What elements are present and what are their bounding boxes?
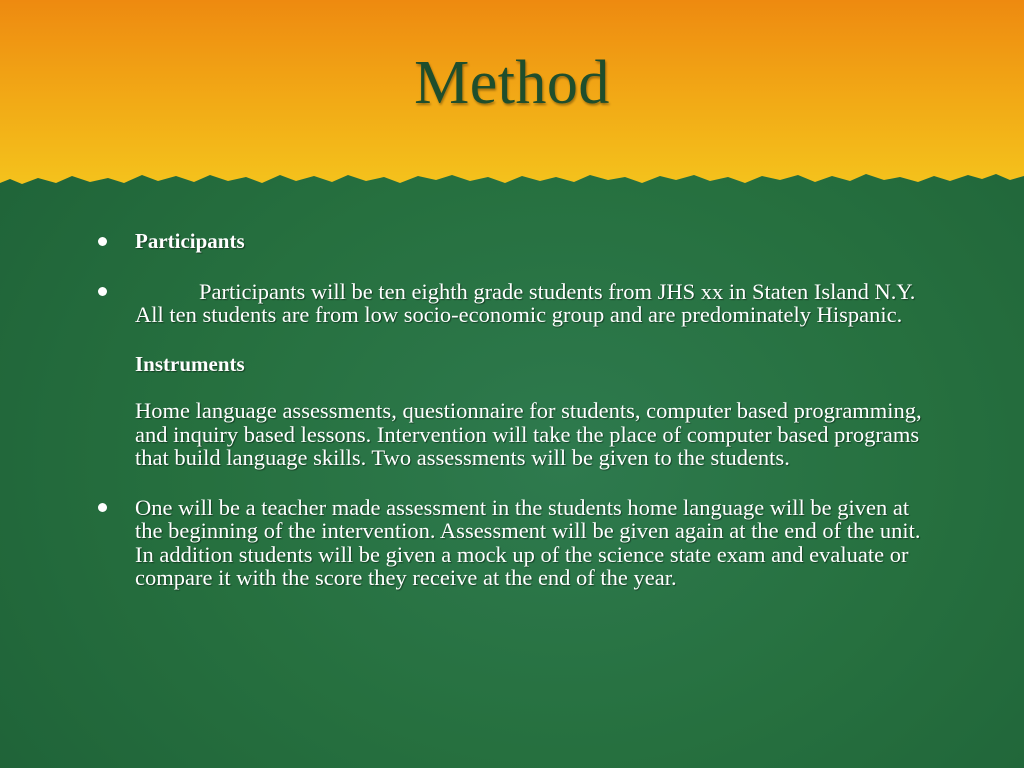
- instruments-text: Home language assessments, questionnaire for students, computer based programming, and inquiry based lessons. Intervention will take the place of computer based programs that build language skills. Two assessments will be given to the students.: [135, 398, 922, 470]
- bullet-item-assessment: [96, 496, 936, 590]
- instruments-heading: Instruments: [135, 351, 245, 376]
- bullet-dot-icon: [98, 287, 107, 296]
- bullet-item-participants: [96, 280, 936, 470]
- participants-paragraph: [135, 280, 936, 327]
- slide-body: [96, 230, 936, 590]
- bullet-dot-icon: [98, 237, 107, 246]
- slide-title: Method: [414, 49, 610, 117]
- bullet-item-participants-heading: [96, 230, 936, 254]
- participants-heading: Participants: [135, 229, 245, 253]
- assessment-text: One will be a teacher made assessment in the students home language will be given at the beginning of the intervention. Assessment will be given again at the end of the unit. In addition students will be given a mock up of the science state exam and evaluate or compare it with the score they receive at the end of the year.: [135, 494, 921, 590]
- participants-text: Participants will be ten eighth grade students from JHS xx in Staten Island N.Y. All ten students are from low socio-economic group and are predominately Hispanic.: [135, 278, 916, 327]
- bullet-dot-icon: [98, 503, 107, 512]
